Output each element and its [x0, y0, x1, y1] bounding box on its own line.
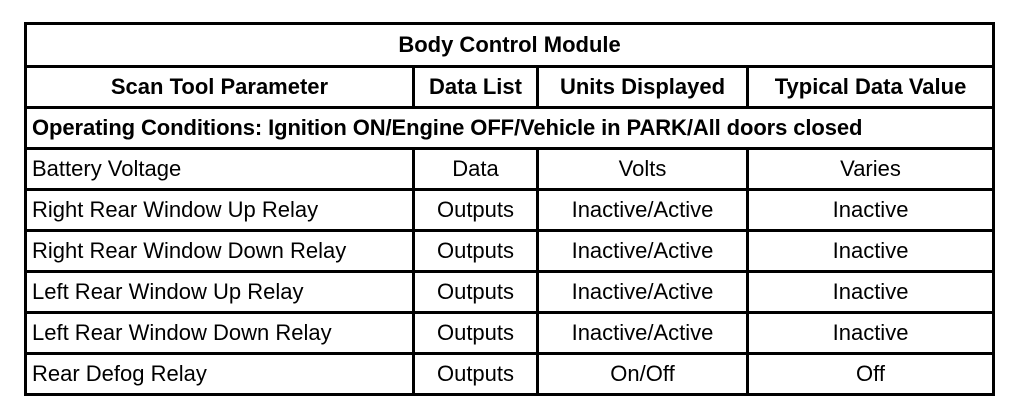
column-header-typical-data-value: Typical Data Value [748, 67, 994, 108]
typical-value-cell: Inactive [748, 272, 994, 313]
units-cell: Inactive/Active [538, 190, 748, 231]
units-cell: Inactive/Active [538, 272, 748, 313]
parameter-cell: Rear Defog Relay [26, 354, 414, 395]
table-row [26, 313, 994, 354]
typical-value-cell: Off [748, 354, 994, 395]
typical-value-cell: Varies [748, 149, 994, 190]
units-cell: Inactive/Active [538, 231, 748, 272]
parameter-cell: Battery Voltage [26, 149, 414, 190]
table-row [26, 272, 994, 313]
column-header-data-list: Data List [414, 67, 538, 108]
table-title: Body Control Module [26, 24, 994, 67]
table-header-row [26, 67, 994, 108]
parameter-cell: Right Rear Window Down Relay [26, 231, 414, 272]
table-row [26, 190, 994, 231]
operating-conditions: Operating Conditions: Ignition ON/Engine OFF/Vehicle in PARK/All doors closed [26, 108, 994, 149]
typical-value-cell: Inactive [748, 231, 994, 272]
table-row [26, 149, 994, 190]
bcm-data-table-container [24, 22, 995, 396]
typical-value-cell: Inactive [748, 313, 994, 354]
data-list-cell: Outputs [414, 231, 538, 272]
data-list-cell: Outputs [414, 272, 538, 313]
units-cell: On/Off [538, 354, 748, 395]
data-list-cell: Outputs [414, 354, 538, 395]
operating-conditions-row [26, 108, 994, 149]
parameter-cell: Left Rear Window Down Relay [26, 313, 414, 354]
column-header-scan-tool-parameter: Scan Tool Parameter [26, 67, 414, 108]
column-header-units-displayed: Units Displayed [538, 67, 748, 108]
units-cell: Inactive/Active [538, 313, 748, 354]
table-row [26, 354, 994, 395]
typical-value-cell: Inactive [748, 190, 994, 231]
data-list-cell: Data [414, 149, 538, 190]
table-row [26, 231, 994, 272]
data-list-cell: Outputs [414, 313, 538, 354]
data-list-cell: Outputs [414, 190, 538, 231]
units-cell: Volts [538, 149, 748, 190]
parameter-cell: Right Rear Window Up Relay [26, 190, 414, 231]
table-title-row [26, 24, 994, 67]
bcm-data-table [24, 22, 995, 396]
parameter-cell: Left Rear Window Up Relay [26, 272, 414, 313]
